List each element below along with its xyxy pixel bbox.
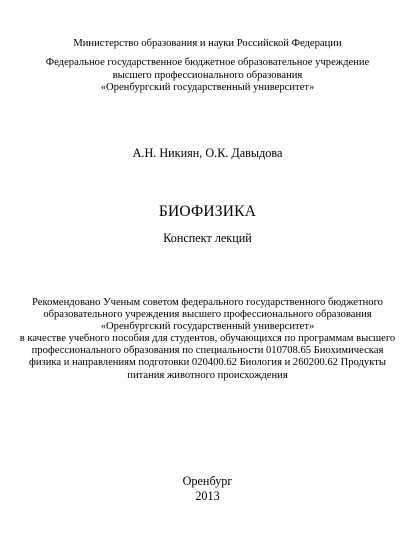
recommendation-line-4: в качестве учебного пособия для студентов, обучающихся по программам высшего: [19, 333, 396, 345]
ministry-line: Министерство образования и науки Российской Федерации: [73, 38, 342, 49]
authors-line: А.Н. Никиян, О.К. Давыдова: [132, 146, 283, 160]
institution-line-3: «Оренбургский государственный университет»: [100, 82, 315, 94]
recommendation-line-3: «Оренбургский государственный университет»: [100, 321, 315, 333]
document-subtitle: Конспект лекций: [163, 231, 252, 245]
footer-city: Оренбург: [182, 474, 233, 488]
document-title: БИОФИЗИКА: [158, 203, 257, 220]
recommendation-line-7: питания животного происхождения: [127, 369, 288, 381]
recommendation-line-1: Рекомендовано Ученым советом федерального государственного бюджетного: [32, 297, 383, 308]
recommendation-line-6: физика и направлениям подготовки 020400.62 Биология и 260200.62 Продукты: [29, 357, 386, 369]
recommendation-line-5: профессионального образования по специальности 010708.65 Биохимическая: [31, 345, 384, 357]
recommendation-block: [0, 297, 415, 382]
recommendation-line-2: образовательного учреждения высшего профессионального образования: [43, 309, 372, 321]
institution-block: [0, 57, 415, 95]
institution-line-2: высшего профессионального образования: [112, 69, 303, 81]
institution-line-1: Федеральное государственное бюджетное образовательное учреждение: [45, 57, 370, 68]
footer-year: 2013: [195, 489, 220, 503]
